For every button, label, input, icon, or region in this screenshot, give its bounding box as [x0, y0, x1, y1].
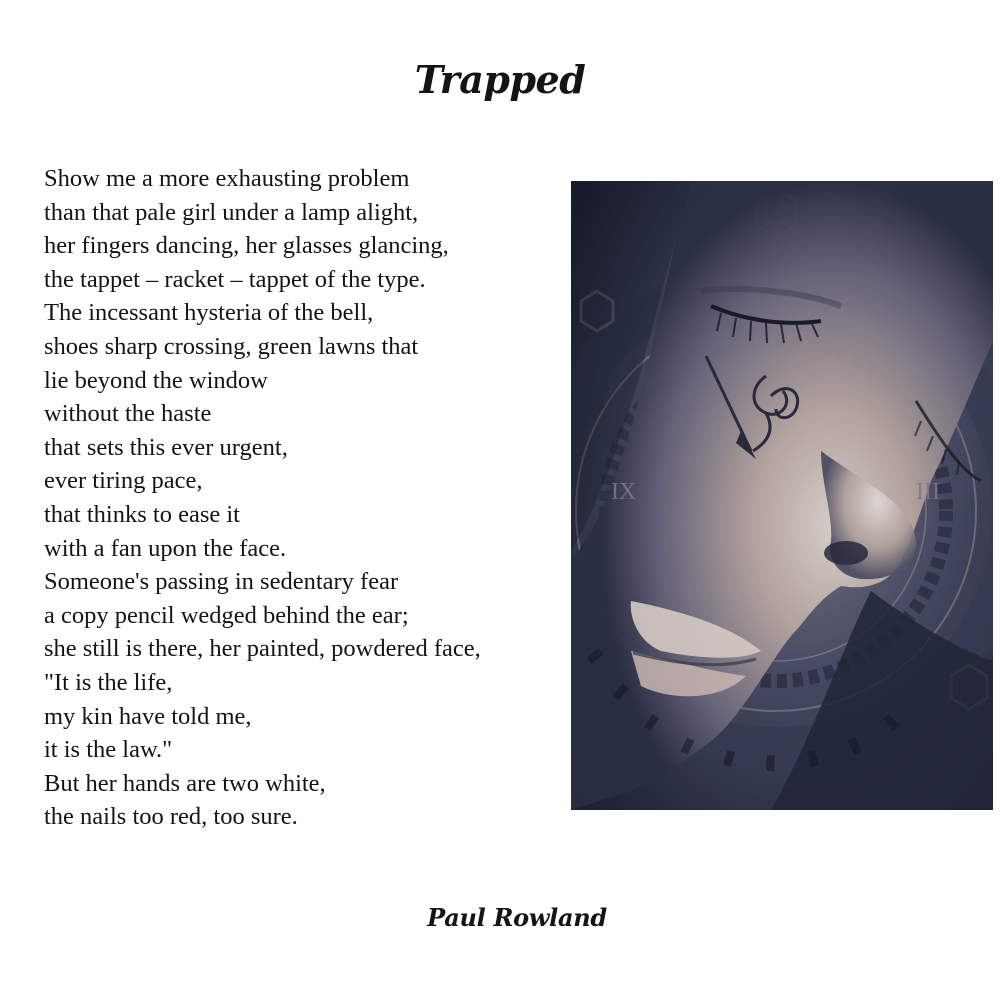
poem-artwork [571, 181, 993, 810]
poem-line: lie beyond the window [44, 366, 268, 394]
poem-line: that thinks to ease it [44, 500, 240, 528]
poem-line: the tappet – racket – tappet of the type. [44, 265, 426, 293]
poem-body [44, 162, 564, 834]
poem-line: that sets this ever urgent, [44, 433, 288, 461]
poem-line: Show me a more exhausting problem [44, 165, 410, 192]
poem-line: The incessant hysteria of the bell, [44, 299, 374, 327]
poem-title: Trapped [414, 57, 586, 102]
poem-line: she still is there, her painted, powdered face, [44, 635, 481, 663]
poem-line: her fingers dancing, her glasses glancing, [44, 232, 449, 260]
poem-line: my kin have told me, [44, 702, 252, 730]
face-clock-illustration [571, 181, 993, 810]
poem-author: Paul Rowland [427, 903, 607, 932]
poem-line: without the haste [44, 400, 212, 428]
poem-line: a copy pencil wedged behind the ear; [44, 601, 409, 629]
poem-line: shoes sharp crossing, green lawns that [44, 332, 419, 360]
poem-line: it is the law." [44, 736, 173, 764]
poem-line: But her hands are two white, [44, 769, 326, 797]
poem-line: the nails too red, too sure. [44, 803, 298, 831]
poem-line: with a fan upon the face. [44, 534, 287, 562]
poem-line: Someone's passing in sedentary fear [44, 568, 399, 596]
clock-numeral-left: IX [611, 479, 637, 505]
poem-line: than that pale girl under a lamp alight, [44, 198, 419, 226]
poem-line: ever tiring pace, [44, 467, 203, 495]
clock-numeral-right: III [916, 479, 940, 505]
poem-line: "It is the life, [44, 668, 173, 696]
